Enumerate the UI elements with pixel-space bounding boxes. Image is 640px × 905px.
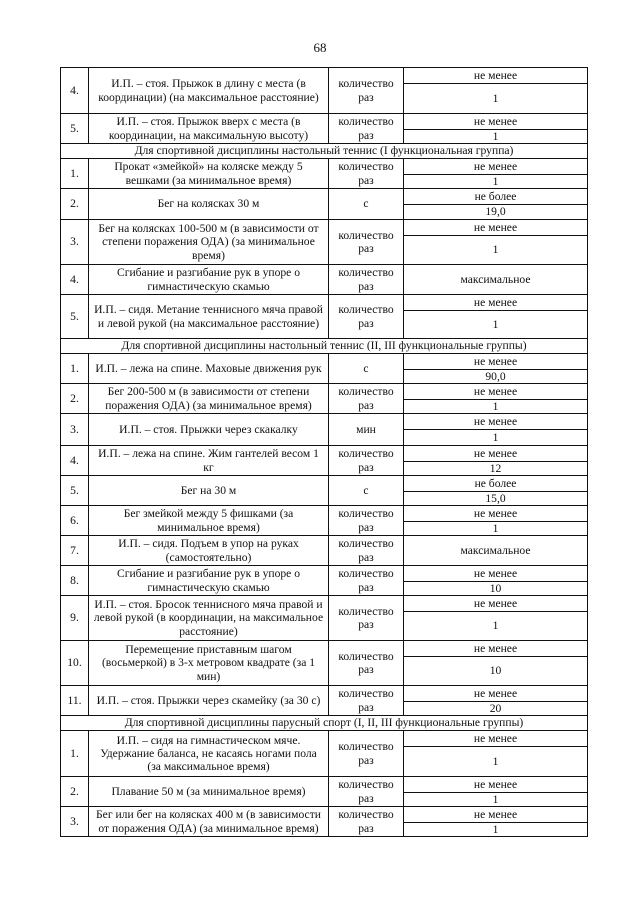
exercise-description: Бег или бег на колясках 400 м (в зависимости от поражения ОДА) (за минимальное время) [89,807,329,837]
norm-label: максимальное [460,543,531,557]
unit-of-measure: количество раз [329,384,404,414]
norm-label: не менее [404,114,587,130]
exercise-description: И.П. – стоя. Прыжки через скамейку (за 30 с) [89,686,329,716]
unit-of-measure: количество раз [329,536,404,566]
norm-value: 1 [492,317,499,331]
norm-label: не менее [404,68,587,84]
table-row [61,265,588,295]
table-row [61,536,588,566]
norm-cell [404,354,588,384]
norm-cell [404,295,588,339]
norm-cell [404,731,588,777]
norm-value: 1 [492,619,499,633]
norm-cell [404,414,588,446]
exercise-description: Плавание 50 м (за минимальное время) [89,777,329,807]
unit-of-measure: количество раз [329,731,404,777]
norm-label: не менее [404,354,587,370]
exercise-description: И.П. – сидя. Метание теннисного мяча правой и левой рукой (на максимальное расстояние) [89,295,329,339]
exercise-description: Бег змейкой между 5 фишками (за минимальное время) [89,506,329,536]
unit-of-measure: количество раз [329,295,404,339]
table-row [61,476,588,506]
norm-value: 1 [492,175,499,188]
norm-cell [404,446,588,476]
table-row [61,731,588,777]
row-number: 5. [61,114,89,144]
norm-value: 15,0 [485,492,506,505]
norm-cell [404,265,588,295]
table-row [61,384,588,414]
norm-value: 1 [492,793,499,806]
norm-cell [404,777,588,807]
norm-label: не менее [404,731,587,747]
table-row [61,807,588,837]
row-number: 5. [61,295,89,339]
norm-cell [404,68,588,114]
norm-label: не менее [404,446,587,462]
norm-label: не менее [404,777,587,793]
norm-value: 1 [492,243,499,257]
row-number: 4. [61,446,89,476]
section-heading: Для спортивной дисциплины парусный спорт (I, II, III функциональные группы) [61,716,588,731]
norm-value: 1 [492,522,499,535]
exercise-description: И.П. – стоя. Прыжки через скакалку [89,414,329,446]
exercise-description: Бег на колясках 30 м [89,189,329,220]
norm-value: 19,0 [485,205,506,219]
norm-value: 20 [489,702,502,715]
norm-label: не менее [404,566,587,582]
table-row [61,68,588,114]
norm-value: 1 [492,91,499,105]
norm-label: максимальное [460,272,531,286]
table-row [61,641,588,686]
unit-of-measure: мин [329,414,404,446]
norm-value: 90,0 [485,370,506,383]
row-number: 2. [61,777,89,807]
section-heading: Для спортивной дисциплины настольный теннис (I функциональная группа) [61,144,588,159]
row-number: 6. [61,506,89,536]
norm-value: 1 [492,400,499,413]
row-number: 9. [61,596,89,641]
table-row [61,159,588,189]
norm-value: 10 [489,582,502,595]
row-number: 1. [61,354,89,384]
norm-label: не менее [404,686,587,702]
exercise-description: И.П. – стоя. Прыжок вверх с места (в координации, на максимальную высоту) [89,114,329,144]
unit-of-measure: с [329,189,404,220]
norm-value: 1 [492,430,499,444]
unit-of-measure: количество раз [329,114,404,144]
norm-label: не менее [404,295,587,311]
unit-of-measure: количество раз [329,686,404,716]
exercise-description: И.П. – стоя. Прыжок в длину с места (в координации) (на максимальное расстояние) [89,68,329,114]
unit-of-measure: количество раз [329,220,404,265]
row-number: 11. [61,686,89,716]
exercise-description: И.П. – стоя. Бросок теннисного мяча правой и левой рукой (в координации, на максимальное расстояние) [89,596,329,641]
table-row [61,295,588,339]
norm-cell [404,506,588,536]
section-heading-row [61,144,588,159]
norm-cell [404,114,588,144]
table-row [61,354,588,384]
unit-of-measure: количество раз [329,68,404,114]
section-heading-row [61,339,588,354]
unit-of-measure: количество раз [329,265,404,295]
norm-cell [404,220,588,265]
exercise-description: Перемещение приставным шагом (восьмеркой) в 3-х метровом квадрате (за 1 мин) [89,641,329,686]
table-row [61,414,588,446]
norm-value: 12 [489,462,502,475]
exercise-description: Сгибание и разгибание рук в упоре о гимнастическую скамью [89,265,329,295]
norm-cell [404,596,588,641]
norm-cell [404,686,588,716]
norm-label: не менее [404,220,587,236]
norm-cell [404,536,588,566]
exercise-description: Прокат «змейкой» на коляске между 5 вешками (за минимальное время) [89,159,329,189]
norm-cell [404,641,588,686]
norm-label: не менее [404,807,587,823]
row-number: 4. [61,265,89,295]
row-number: 2. [61,384,89,414]
unit-of-measure: количество раз [329,159,404,189]
row-number: 10. [61,641,89,686]
norm-label: не менее [404,159,587,175]
unit-of-measure: количество раз [329,506,404,536]
unit-of-measure: количество раз [329,566,404,596]
table-row [61,566,588,596]
norm-label: не менее [404,641,587,657]
row-number: 3. [61,414,89,446]
unit-of-measure: с [329,354,404,384]
norm-label: не менее [404,596,587,612]
table-row [61,506,588,536]
exercise-description: Бег 200-500 м (в зависимости от степени поражения ОДА) (за минимальное время) [89,384,329,414]
exercise-description: И.П. – лежа на спине. Жим гантелей весом 1 кг [89,446,329,476]
section-heading-row [61,716,588,731]
unit-of-measure: количество раз [329,596,404,641]
row-number: 1. [61,159,89,189]
norm-label: не более [404,189,587,205]
norm-value: 1 [492,130,499,143]
table-row [61,596,588,641]
exercise-description: Бег на колясках 100-500 м (в зависимости от степени поражения ОДА) (за минимальное время) [89,220,329,265]
table-row [61,114,588,144]
unit-of-measure: количество раз [329,807,404,837]
row-number: 2. [61,189,89,220]
table-row [61,189,588,220]
norm-label: не более [404,476,587,492]
row-number: 1. [61,731,89,777]
page-number: 68 [313,40,327,55]
row-number: 3. [61,807,89,837]
exercise-description: И.П. – лежа на спине. Маховые движения рук [89,354,329,384]
standards-table [60,67,588,837]
unit-of-measure: количество раз [329,777,404,807]
norm-cell [404,189,588,220]
unit-of-measure: количество раз [329,446,404,476]
norm-value: 10 [489,664,502,678]
table-row [61,446,588,476]
norm-value: 1 [492,754,499,768]
row-number: 4. [61,68,89,114]
norm-cell [404,807,588,837]
exercise-description: Бег на 30 м [89,476,329,506]
norm-cell [404,159,588,189]
row-number: 7. [61,536,89,566]
row-number: 5. [61,476,89,506]
exercise-description: И.П. – сидя. Подъем в упор на руках (самостоятельно) [89,536,329,566]
unit-of-measure: количество раз [329,641,404,686]
unit-of-measure: с [329,476,404,506]
norm-label: не менее [404,414,587,430]
norm-cell [404,476,588,506]
norm-label: не менее [404,506,587,522]
table-row [61,220,588,265]
exercise-description: Сгибание и разгибание рук в упоре о гимнастическую скамью [89,566,329,596]
exercise-description: И.П. – сидя на гимнастическом мяче. Удержание баланса, не касаясь ногами пола (за максимальное время) [89,731,329,777]
table-row [61,686,588,716]
table-row [61,777,588,807]
norm-cell [404,566,588,596]
row-number: 3. [61,220,89,265]
row-number: 8. [61,566,89,596]
norm-cell [404,384,588,414]
section-heading: Для спортивной дисциплины настольный теннис (II, III функциональные группы) [61,339,588,354]
norm-value: 1 [492,823,499,836]
norm-label: не менее [404,384,587,400]
